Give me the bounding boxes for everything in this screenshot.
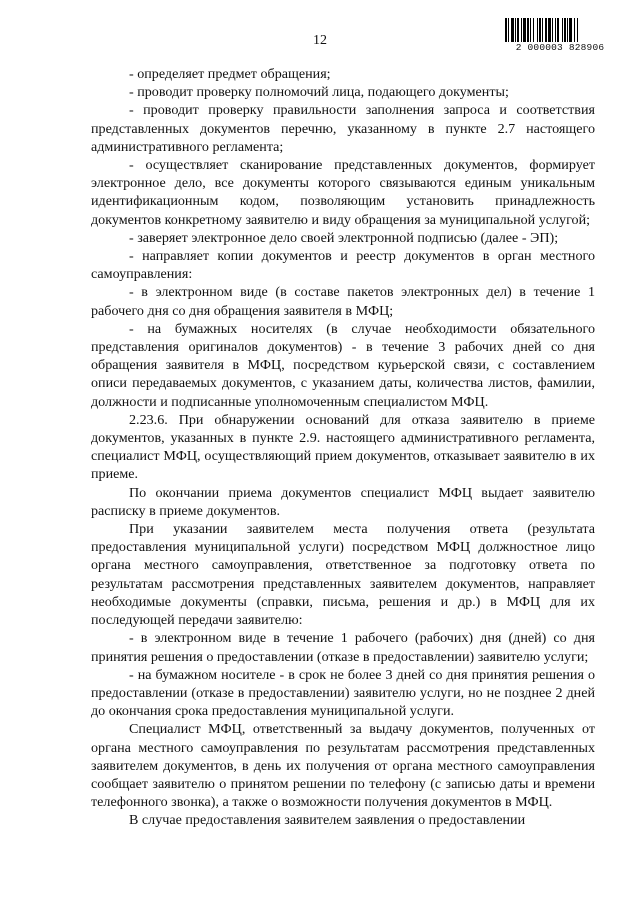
paragraph: - проводит проверку правильности заполнения запроса и соответствия представленных документов перечню, указанному в пункте 2.7 настоящего административного регламента; [91,102,595,155]
paragraph: - осуществляет сканирование представленных документов, формирует электронное дело, все документы которого связываются единым уникальным идентификационным кодом, позволяющим установить принадлежность документов конкретному заявителю и виду обращения за муниципальной услугой; [91,157,595,228]
paragraph: - направляет копии документов и реестр документов в орган местного самоуправления: [91,248,595,283]
paragraph: В случае предоставления заявителем заявления о предоставлении [129,812,526,829]
paragraph: - на бумажном носителе - в срок не более 3 дней со дня принятия решения о предоставлении (отказе в предоставлении) заявителю услуги, но не позднее 2 дней до окончания срока предоставления муниципальной услуги. [91,666,595,720]
document-body [91,65,595,830]
paragraph: - в электронном виде в течение 1 рабочего (рабочих) дня (дней) со дня принятия решения о предоставлении (отказе в предоставлении) заявителю услуги; [91,630,595,665]
paragraph: - заверяет электронное дело своей электронной подписью (далее - ЭП); [129,229,559,246]
barcode-bars [505,18,615,44]
paragraph: 2.23.6. При обнаружении оснований для отказа заявителю в приеме документов, указанных в пункте 2.9. настоящего административного регламента, специалист МФЦ, осуществляющий прием документов, отказывает заявителю в их приеме. [91,411,595,483]
paragraph: По окончании приема документов специалист МФЦ выдает заявителю расписку в приеме документов. [91,484,595,519]
paragraph: Специалист МФЦ, ответственный за выдачу документов, полученных от органа местного самоуправления по результатам рассмотрения представленных заявителем документов, в день их получения от органа местного самоуправления сообщает заявителю о принятом решении по телефону (с записью даты и времени телефонного звонка), а также о возможности получения документов в МФЦ. [91,721,595,811]
paragraph: - проводит проверку полномочий лица, подающего документы; [129,84,509,101]
paragraph: - в электронном виде (в составе пакетов электронных дел) в течение 1 рабочего дня со дня обращения заявителя в МФЦ; [91,284,595,319]
paragraph: - определяет предмет обращения; [129,66,331,82]
paragraph: - на бумажных носителях (в случае необходимости обязательного представления оригиналов документов) - в течение 3 рабочих дней со дня обращения заявителя в МФЦ, посредством курьерской связи, с составлением описи передаваемых документов, с указанием даты, количества листов, фамилии, должности и подписанные уполномоченным специалистом МФЦ. [91,320,595,410]
barcode-number: 2 000003 828906 [505,42,615,53]
page-number: 12 [313,33,327,48]
paragraph: При указании заявителем места получения ответа (результата предоставления муниципальной услуги) посредством МФЦ должностное лицо органа местного самоуправления, ответственное за подготовку ответа по результатам рассмотрения представленных заявителем документов, направляет необходимые документы (справки, письма, решения и др.) в МФЦ для их последующей передачи заявителю: [91,521,595,629]
